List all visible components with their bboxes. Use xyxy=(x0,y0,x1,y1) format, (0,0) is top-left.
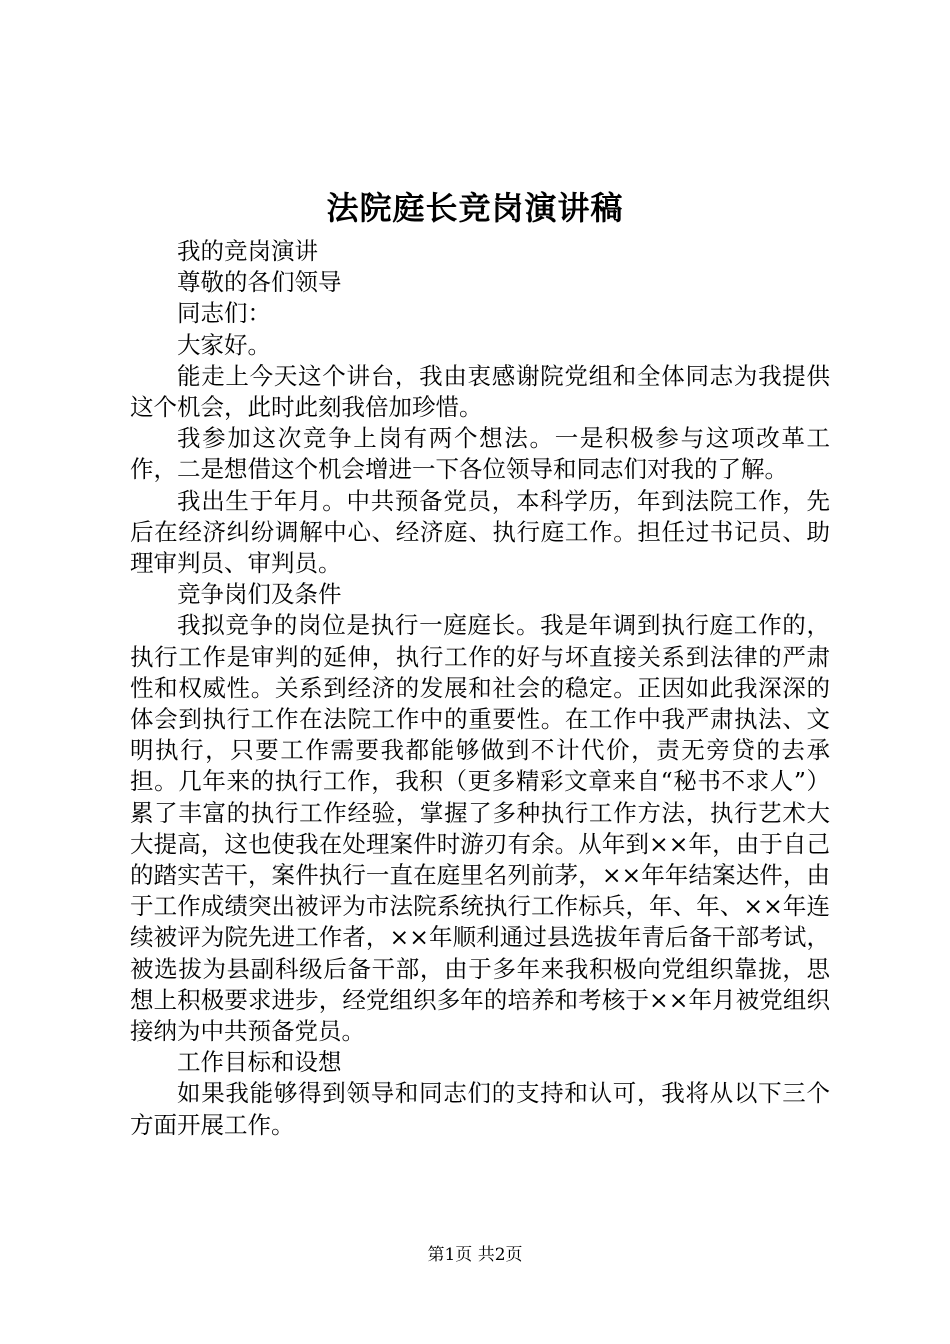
section-heading-position: 竞争岗们及条件 xyxy=(177,580,342,609)
section-heading-goals: 工作目标和设想 xyxy=(177,1048,342,1077)
paragraph-hello: 大家好。 xyxy=(177,330,271,359)
page-footer: 第1页 共2页 xyxy=(427,1245,523,1265)
document-body xyxy=(130,236,830,1141)
paragraph-thanks: 能走上今天这个讲台，我由衷感谢院党组和全体同志为我提供这个机会，此时此刻我倍加珍惜。 xyxy=(130,361,830,422)
paragraph-motivation: 我参加这次竞争上岗有两个想法。一是积极参与这项改革工作，二是想借这个机会增进一下各位领导和同志们对我的了解。 xyxy=(130,424,830,484)
paragraph-position-details: 我拟竞争的岗位是执行一庭庭长。我是年调到执行庭工作的，执行工作是审判的延伸，执行工作的好与坏直接关系到法律的严肃性和权威性。关系到经济的发展和社会的稳定。正因如此我深深的体会到执行工作在法院工作中的重要性。在工作中我严肃执法、文明执行，只要工作需要我都能够做到不计代价，责无旁贷的去承担。几年来的执行工作，我积（更多精彩文章来自“秘书不求人”）累了丰富的执行工作经验，掌握了多种执行工作方法，执行艺术大大提高，这也使我在处理案件时游刃有余。从年到××年，由于自己的踏实苦干，案件执行一直在庭里名列前茅，××年年结案达件，由于工作成绩突出被评为市法院系统执行工作标兵，年、年、××年连续被评为院先进工作者，××年顺利通过县选拔年青后备干部考试，被选拔为县副科级后备干部，由于多年来我积极向党组织靠拢，思想上积极要求进步，经党组织多年的培养和考核于××年月被党组织接纳为中共预备党员。 xyxy=(130,611,830,1046)
paragraph-greeting-heading: 我的竞岗演讲 xyxy=(177,237,318,265)
paragraph-background: 我出生于年月。中共预备党员，本科学历，年到法院工作，先后在经济纠纷调解中心、经济庭、执行庭工作。担任过书记员、助理审判员、审判员。 xyxy=(130,486,830,578)
document-title: 法院庭长竞岗演讲稿 xyxy=(326,189,624,227)
paragraph-goals-intro: 如果我能够得到领导和同志们的支持和认可，我将从以下三个方面开展工作。 xyxy=(130,1079,830,1139)
paragraph-comrades: 同志们： xyxy=(177,299,271,328)
paragraph-salutation: 尊敬的各们领导 xyxy=(177,268,342,297)
